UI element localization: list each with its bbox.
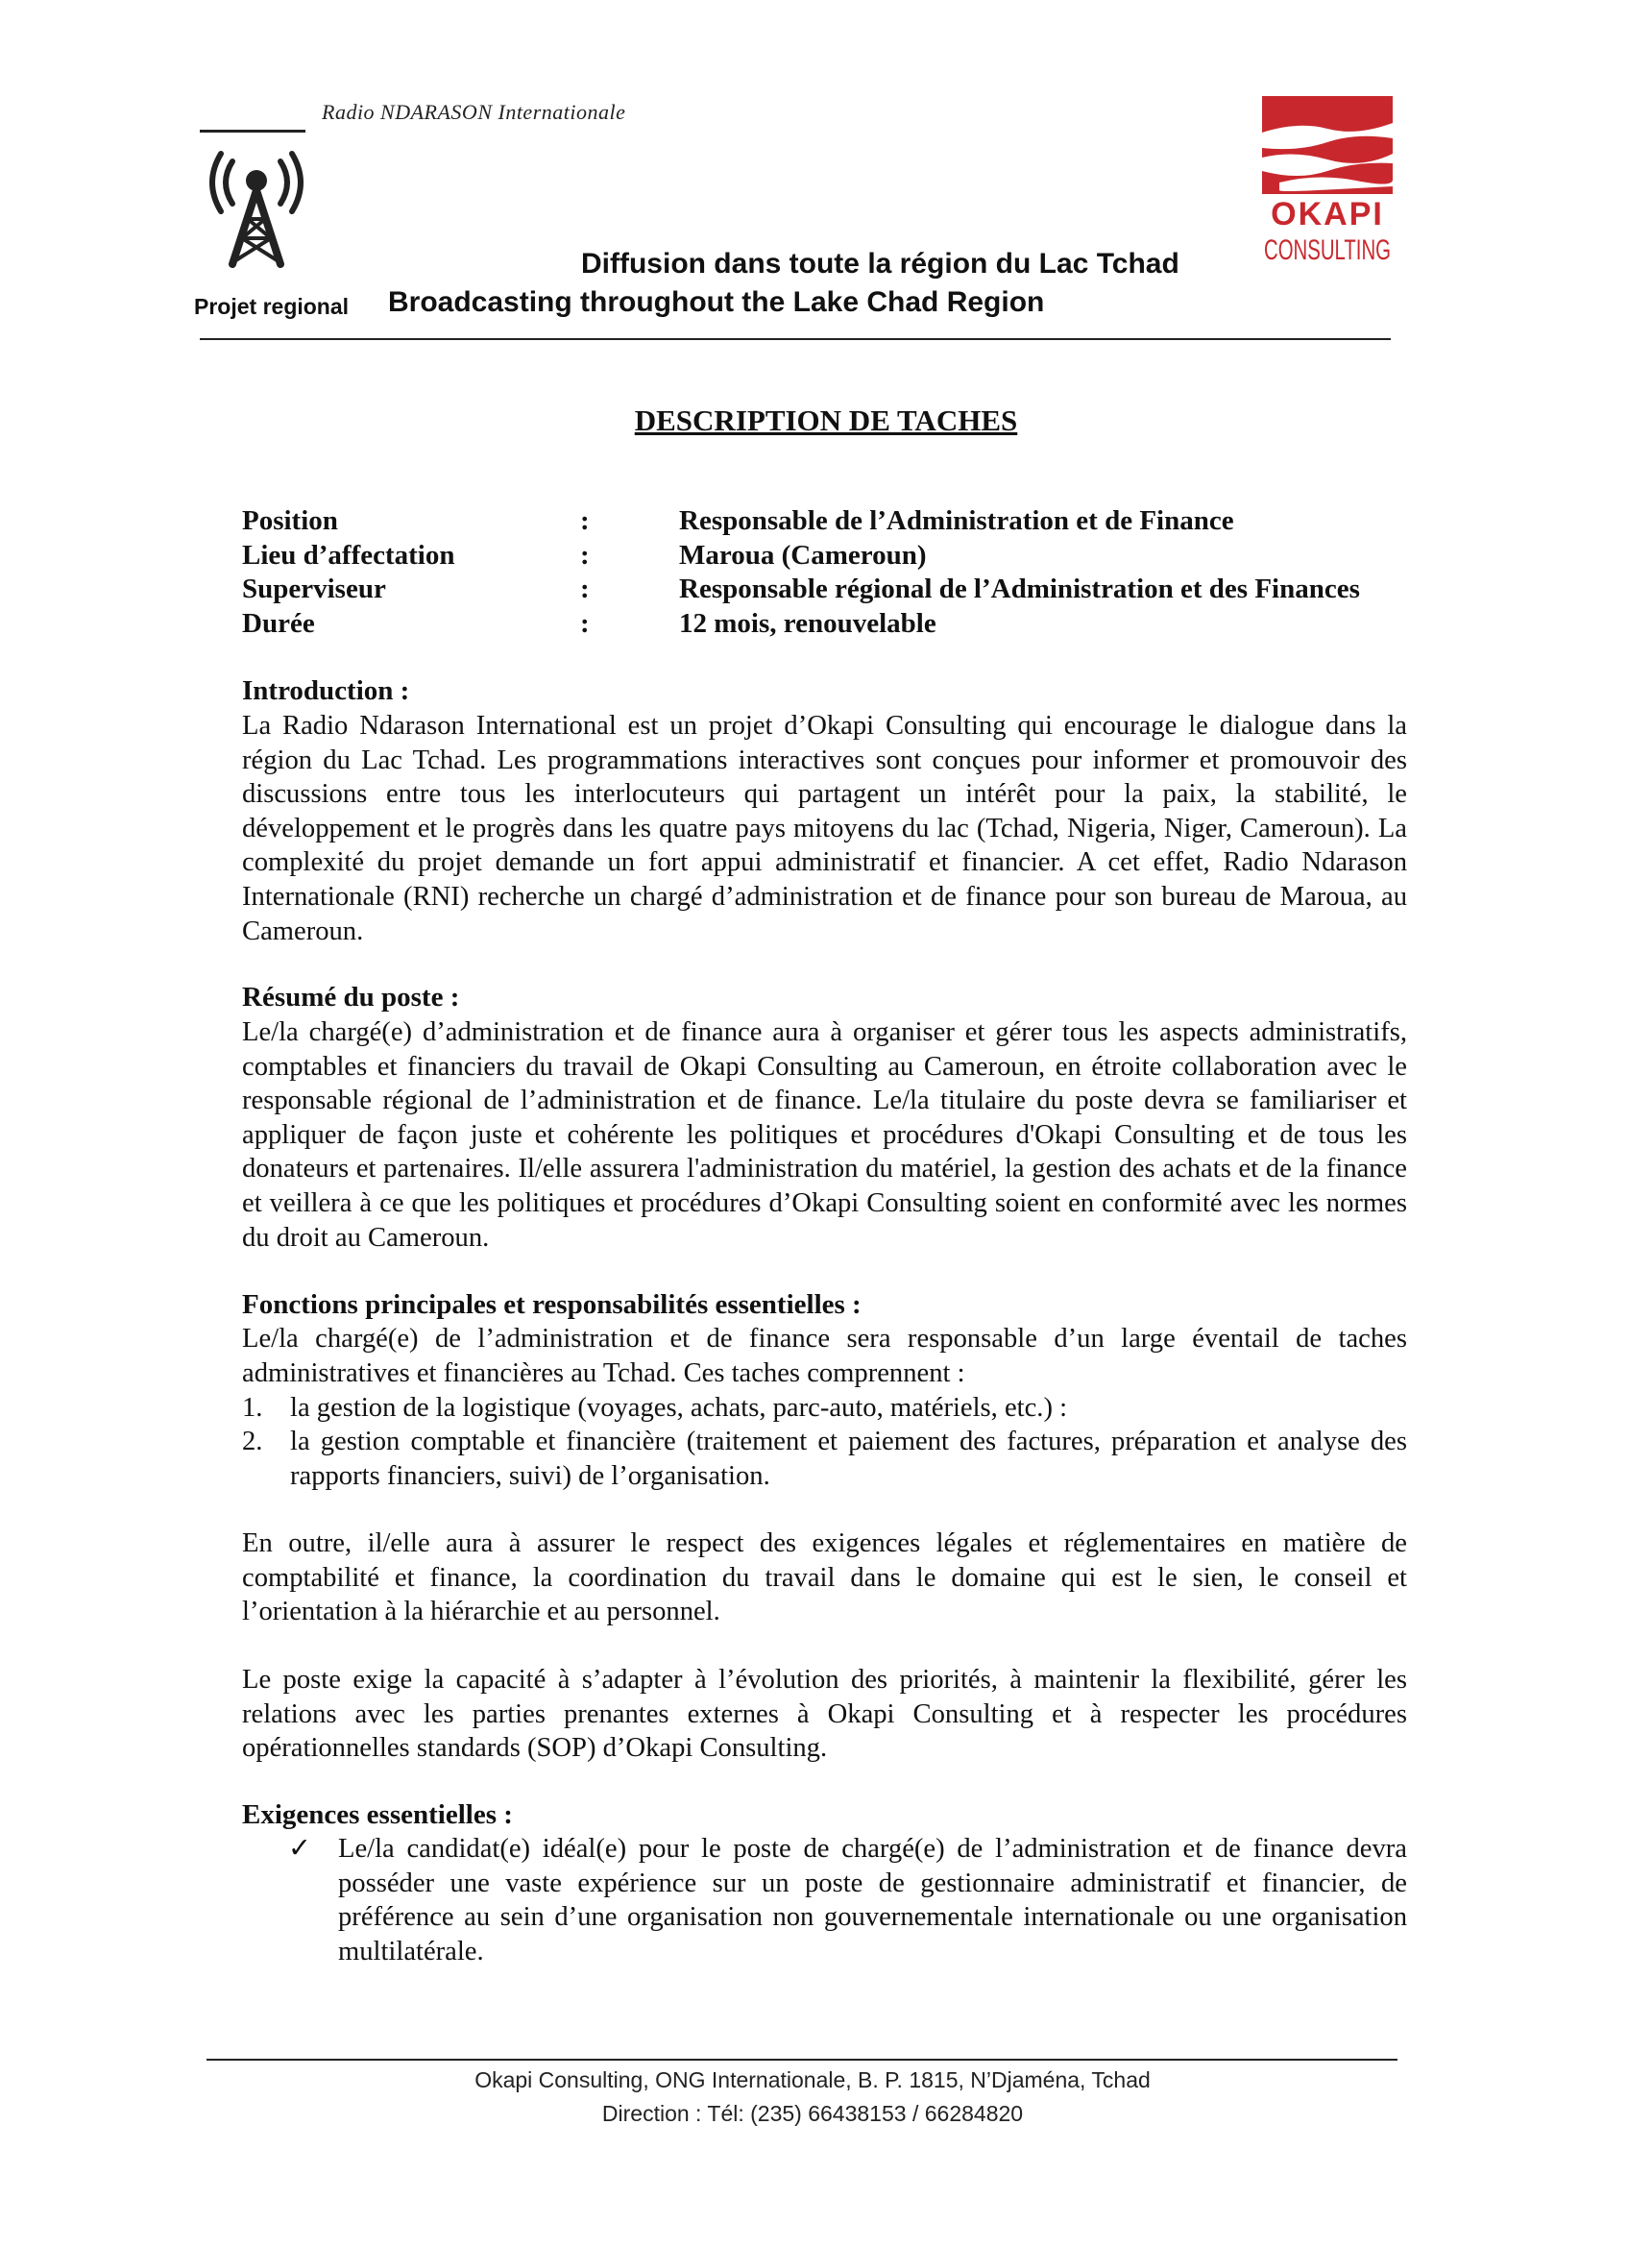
info-value: Responsable de l’Administration et de Finance [679, 505, 1234, 536]
fonctions-paragraph-2: En outre, il/elle aura à assurer le respect des exigences légales et réglementaires en matière de comptabilité et finance, la coordination du travail dans le domaine qui est le sien, le conseil et l’orientation à la hiérarchie et au personnel. [242, 1528, 1407, 1627]
tagline-french: Diffusion dans toute la région du Lac Tchad [581, 248, 1179, 280]
introduction-text: La Radio Ndarason International est un projet d’Okapi Consulting qui encourage le dialogue dans la région du Lac Tchad. Les programmations interactives sont conçues pour informer et promouvoir des discussions entre tous les interlocuteurs qui partagent un intérêt pour la paix, la stabilité, le développement et le progrès dans les quatre pays mitoyens du lac (Tchad, Nigeria, Niger, Cameroun). La complexité du projet demande un fort appui administratif et financier. A cet effet, Radio Ndarason Internationale (RNI) recherche un chargé d’administration et de finance pour son bureau de Maroua, au Cameroun. [242, 711, 1407, 946]
logo-rule [200, 130, 305, 133]
resume-heading: Résumé du poste : [242, 982, 460, 1013]
resume-text: Le/la chargé(e) d’administration et de finance aura à organiser et gérer tous les aspects administratifs, comptables et financiers du travail de Okapi Consulting au Cameroun, en étroite collaboration avec le responsable régional de l’administration et de finance. Le/la titulaire du poste devra se familiariser et appliquer de façon juste et cohérente les politiques et procédures d'Okapi Consulting et de tous les donateurs et partenaires. Il/elle assurera l'administration du matériel, la gestion des achats et de la finance et veillera à ce que les politiques et procédures d’Okapi Consulting soient en conformité avec les normes du droit au Cameroun. [242, 1017, 1407, 1253]
info-key: Superviseur [242, 574, 386, 604]
introduction-heading: Introduction : [242, 675, 410, 706]
check-icon: ✓ [288, 1834, 311, 1864]
info-value: Responsable régional de l’Administration et des Finances [679, 574, 1360, 604]
okapi-consulting-logo [1260, 94, 1395, 265]
info-key: Durée [242, 608, 315, 639]
radio-name: Radio NDARASON Internationale [322, 100, 626, 124]
document-title: DESCRIPTION DE TACHES [634, 403, 1018, 437]
radio-antenna-icon [204, 144, 309, 269]
list-number: 1. [242, 1393, 263, 1423]
info-value: Maroua (Cameroun) [679, 540, 927, 571]
footer-contact: Direction : Tél: (235) 66438153 / 66284820 [601, 2101, 1024, 2126]
info-key: Lieu d’affectation [242, 540, 455, 571]
list-number: 2. [242, 1427, 263, 1456]
header-divider [200, 338, 1391, 340]
info-sep: : [580, 608, 590, 639]
info-value: 12 mois, renouvelable [679, 608, 936, 639]
info-sep: : [580, 505, 590, 536]
projet-regional-label: Projet regional [194, 294, 350, 319]
footer-divider [206, 2059, 1397, 2061]
fonctions-heading: Fonctions principales et responsabilités essentielles : [242, 1289, 862, 1320]
consulting-logo-text: CONSULTING [1264, 234, 1391, 266]
okapi-logo-text: OKAPI [1271, 196, 1384, 232]
info-key: Position [242, 505, 338, 536]
list-text: la gestion comptable et financière (traitement et paiement des factures, préparation et analyse des rapports financiers, suivi) de l’organisation. [290, 1427, 1407, 1491]
info-sep: : [580, 574, 590, 604]
checklist-text: Le/la candidat(e) idéal(e) pour le poste de chargé(e) de l’administration et de finance devra posséder une vaste expérience sur un poste de gestionnaire administratif et financier, de préférence au sein d’une organisation non gouvernementale internationale ou une organisation multilatérale. [338, 1834, 1407, 1966]
tagline-english: Broadcasting throughout the Lake Chad Region [388, 286, 1045, 318]
exigences-heading: Exigences essentielles : [242, 1799, 513, 1830]
fonctions-text: Le/la chargé(e) de l’administration et de finance sera responsable d’un large éventail de taches administratives et financières au Tchad. Ces taches comprennent : [242, 1324, 1407, 1388]
fonctions-paragraph-3: Le poste exige la capacité à s’adapter à l’évolution des priorités, à maintenir la flexibilité, gérer les relations avec les parties prenantes externes à Okapi Consulting et à respecter les procédures opérationnelles standards (SOP) d’Okapi Consulting. [242, 1665, 1407, 1764]
footer-address: Okapi Consulting, ONG Internationale, B. P. 1815, N’Djaména, Tchad [474, 2067, 1151, 2092]
info-sep: : [580, 540, 590, 571]
list-text: la gestion de la logistique (voyages, achats, parc-auto, matériels, etc.) : [290, 1393, 1068, 1423]
